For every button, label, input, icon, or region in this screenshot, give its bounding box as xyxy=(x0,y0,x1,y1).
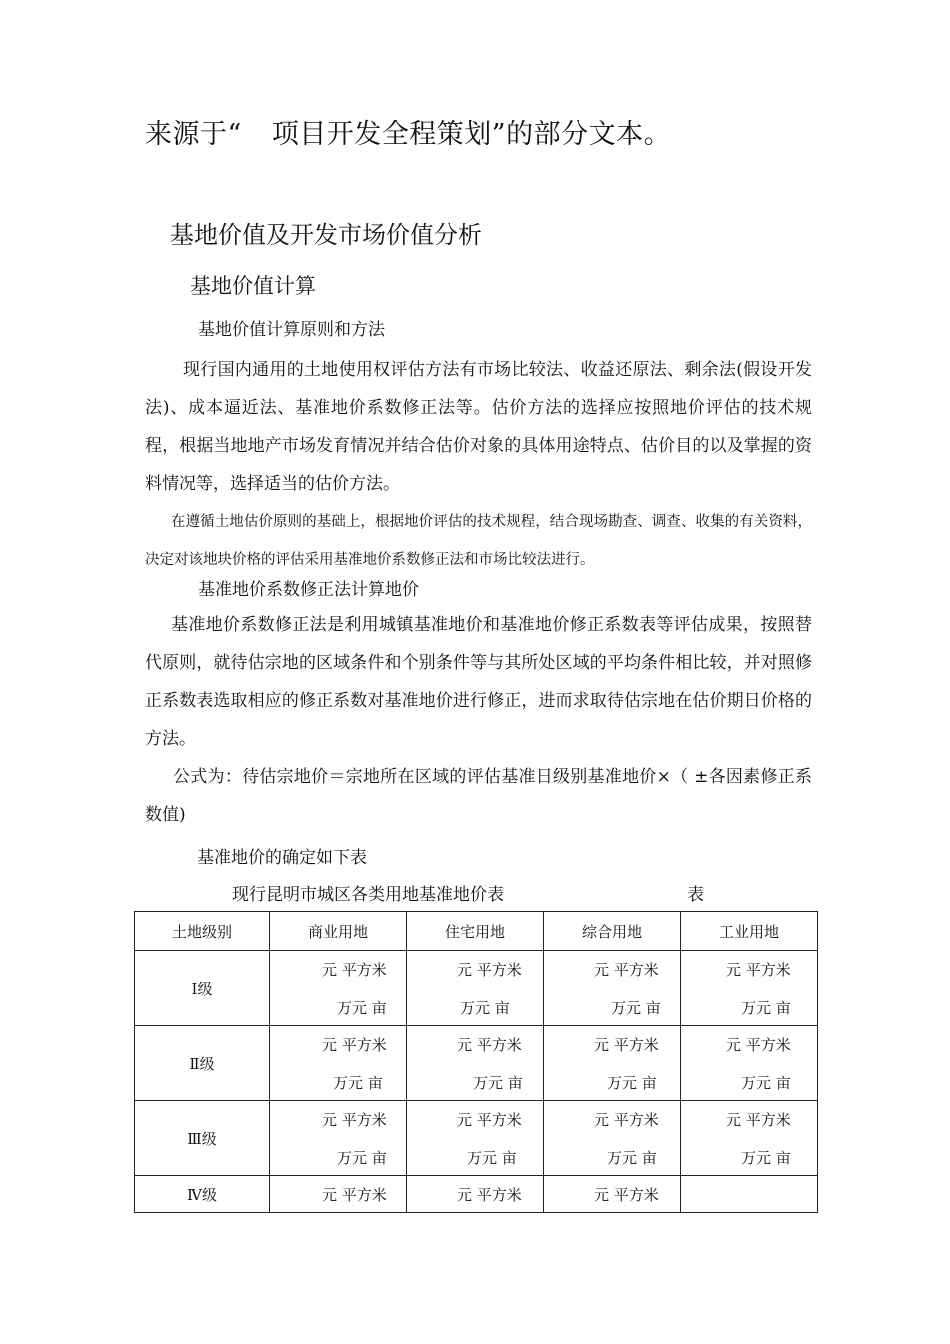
unit-yuan-sqm: 元 平方米 xyxy=(594,961,659,979)
level-cell: Ⅰ级 xyxy=(135,951,270,1026)
price-cell xyxy=(681,1101,818,1176)
price-cell xyxy=(681,951,818,1026)
unit-yuan-sqm: 元 平方米 xyxy=(594,1186,659,1204)
unit-wanyuan-mu: 万元 亩 xyxy=(607,1149,657,1167)
source-note-before: 来源于“ xyxy=(145,119,242,150)
header-commercial: 商业用地 xyxy=(270,912,407,951)
level-cell: Ⅱ级 xyxy=(135,1026,270,1101)
unit-wanyuan-mu: 万元 亩 xyxy=(467,1149,517,1167)
unit-yuan-sqm: 元 平方米 xyxy=(726,1036,791,1054)
unit-wanyuan-mu: 万元 亩 xyxy=(741,1149,791,1167)
price-cell xyxy=(544,951,681,1026)
unit-yuan-sqm: 元 平方米 xyxy=(594,1036,659,1054)
price-cell xyxy=(544,1176,681,1213)
unit-wanyuan-mu: 万元 亩 xyxy=(611,999,661,1017)
unit-yuan-sqm: 元 平方米 xyxy=(457,1186,522,1204)
table-caption-tail: 表 xyxy=(687,885,704,905)
header-industrial: 工业用地 xyxy=(681,912,818,951)
unit-yuan-sqm: 元 平方米 xyxy=(322,1186,387,1204)
price-cell xyxy=(407,1176,544,1213)
price-cell xyxy=(681,1026,818,1101)
unit-wanyuan-mu: 万元 亩 xyxy=(337,999,387,1017)
paragraph-coefficient-method: 基准地价系数修正法是利用城镇基准地价和基准地价修正系数表等评估成果，按照替代原则，就待估宗地的区域条件和个别条件等与其所处区域的平均条件相比较，并对照修正系数表选取相应的修正系数对基准地价进行修正，进而求取待估宗地在估价期日价格的方法。 xyxy=(145,615,812,749)
unit-wanyuan-mu: 万元 亩 xyxy=(473,1074,523,1092)
paragraph-formula: 公式为：待估宗地价＝宗地所在区域的评估基准日级别基准地价×（ ±各因素修正系数值) xyxy=(145,767,812,825)
unit-yuan-sqm: 元 平方米 xyxy=(726,1111,791,1129)
table-row xyxy=(135,1101,818,1176)
section-heading-3b: 基准地价系数修正法计算地价 xyxy=(198,580,419,600)
price-cell xyxy=(270,951,407,1026)
header-residential: 住宅用地 xyxy=(407,912,544,951)
price-cell xyxy=(544,1101,681,1176)
level-cell: Ⅲ级 xyxy=(135,1101,270,1176)
section-heading-1: 基地价值及开发市场价值分析 xyxy=(170,221,482,249)
header-mixed: 综合用地 xyxy=(544,912,681,951)
price-cell xyxy=(407,1026,544,1101)
section-heading-3c: 基准地价的确定如下表 xyxy=(197,848,367,868)
table-row xyxy=(135,1026,818,1101)
paragraph-principles: 在遵循土地估价原则的基础上，根据地价评估的技术规程，结合现场勘查、调查、收集的有关资料，决定对该地块价格的评估采用基准地价系数修正法和市场比较法进行。 xyxy=(145,514,812,568)
unit-yuan-sqm: 元 平方米 xyxy=(322,961,387,979)
section-heading-3a: 基地价值计算原则和方法 xyxy=(198,320,385,340)
unit-yuan-sqm: 元 平方米 xyxy=(322,1111,387,1129)
level-cell: Ⅳ级 xyxy=(135,1176,270,1213)
unit-wanyuan-mu: 万元 亩 xyxy=(460,999,510,1017)
unit-wanyuan-mu: 万元 亩 xyxy=(607,1074,657,1092)
price-cell-empty xyxy=(681,1176,818,1213)
source-note-after: 项目开发全程策划”的部分文本。 xyxy=(271,119,672,150)
price-cell xyxy=(270,1176,407,1213)
unit-yuan-sqm: 元 平方米 xyxy=(594,1111,659,1129)
unit-yuan-sqm: 元 平方米 xyxy=(322,1036,387,1054)
land-price-table xyxy=(134,911,818,1213)
header-land-level: 土地级别 xyxy=(135,912,270,951)
unit-wanyuan-mu: 万元 亩 xyxy=(337,1149,387,1167)
source-note xyxy=(145,112,671,151)
unit-yuan-sqm: 元 平方米 xyxy=(457,1036,522,1054)
unit-yuan-sqm: 元 平方米 xyxy=(457,1111,522,1129)
unit-yuan-sqm: 元 平方米 xyxy=(726,961,791,979)
price-cell xyxy=(544,1026,681,1101)
table-caption: 现行昆明市城区各类用地基准地价表 xyxy=(232,885,504,905)
price-cell xyxy=(407,1101,544,1176)
table-row xyxy=(135,1176,818,1213)
unit-yuan-sqm: 元 平方米 xyxy=(457,961,522,979)
price-cell xyxy=(270,1101,407,1176)
paragraph-methods: 现行国内通用的土地使用权评估方法有市场比较法、收益还原法、剩余法(假设开发法)、成本逼近法、基准地价系数修正法等。估价方法的选择应按照地价评估的技术规程，根据当地地产市场发育情况并结合估价对象的具体用途特点、估价目的以及掌握的资料情况等，选择适当的估价方法。 xyxy=(145,360,812,494)
price-cell xyxy=(407,951,544,1026)
unit-wanyuan-mu: 万元 亩 xyxy=(741,999,791,1017)
unit-wanyuan-mu: 万元 亩 xyxy=(333,1074,383,1092)
table-row xyxy=(135,951,818,1026)
unit-wanyuan-mu: 万元 亩 xyxy=(741,1074,791,1092)
price-cell xyxy=(270,1026,407,1101)
section-heading-2: 基地价值计算 xyxy=(190,274,316,298)
table-header-row xyxy=(135,912,818,951)
